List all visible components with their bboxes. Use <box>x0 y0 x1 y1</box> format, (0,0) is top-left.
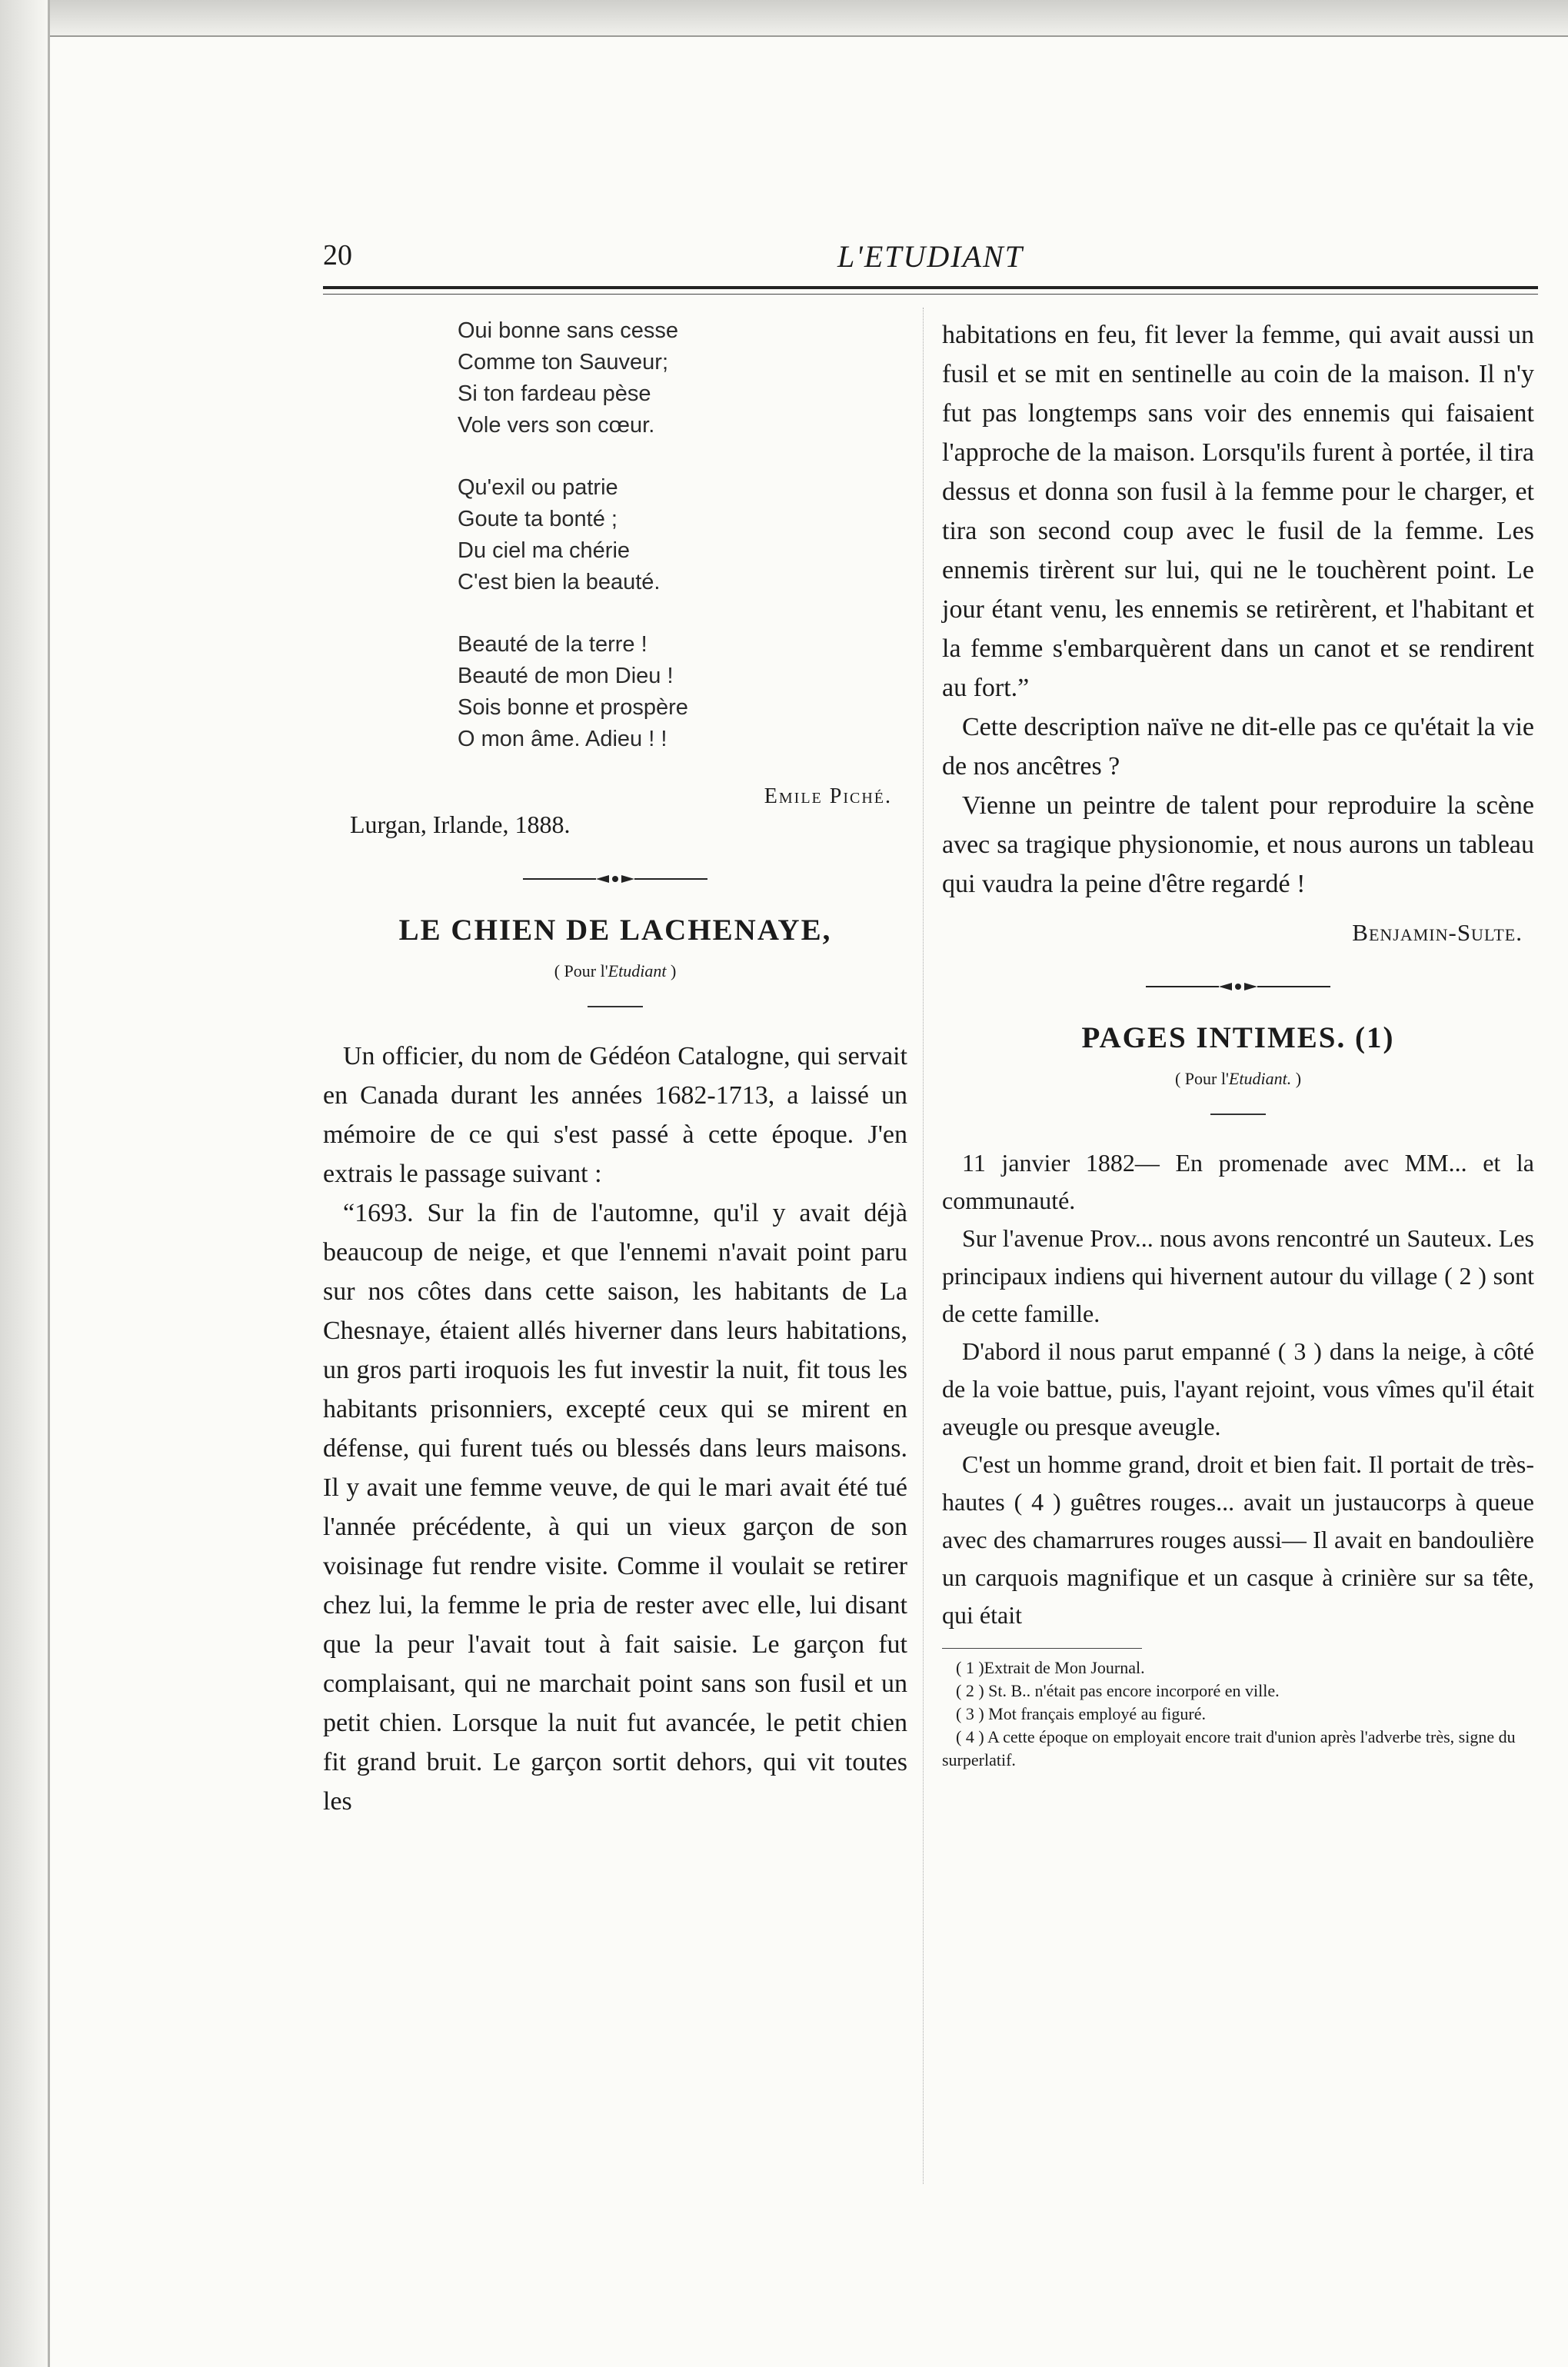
poem-place-date: Lurgan, Irlande, 1888. <box>350 811 571 838</box>
column-separator <box>923 308 924 2184</box>
article-body-left <box>323 1037 907 1821</box>
poem-stanza <box>458 629 907 755</box>
article-title: PAGES INTIMES. (1) <box>1081 1021 1395 1054</box>
short-rule <box>1210 1114 1266 1115</box>
poem-line: Sois bonne et prospère <box>458 695 688 720</box>
footnote: ( 3 ) Mot français employé au figuré. <box>956 1704 1206 1723</box>
article-title: LE CHIEN DE LACHENAYE, <box>398 914 832 947</box>
scan-top-edge <box>0 0 1568 37</box>
poem-line: Goute ta bonté ; <box>458 507 618 531</box>
paragraph: “1693. Sur la fin de l'automne, qu'il y avait déjà beaucoup de neige, et que l'ennemi n'avait point paru sur nos côtes dans cette saison, les habitants de La Chesnaye, étaient allés hiverner dans leurs habitations, un gros parti iroquois les fut investir la nuit, fit tous les habitants prisonniers, excepté ceux qui se mirent en défense, qui furent tués ou blessés dans leurs maisons. Il y avait une femme veuve, de qui le mari avait été tué l'année précédente, à qui un vieux garçon de son voisinage fut rendre visite. Comme il voulait se retirer chez lui, la femme le pria de rester avec elle, lui disant que la peur l'avait tout à fait saisie. Le garçon fut complaisant, qui ne marchait point sans son fusil et un petit chien. Lorsque la nuit fut avancée, le petit chien fit grand bruit. Le garçon sortit dehors, qui vit toutes les <box>323 1199 907 1816</box>
subtitle-prefix: ( Pour l' <box>1174 1069 1229 1088</box>
footnote: ( 4 ) A cette époque on employait encore trait d'union après l'adverbe très, signe du surperlatif. <box>942 1727 1516 1769</box>
subtitle-prefix: ( Pour l' <box>554 961 608 980</box>
header-rule <box>323 286 1538 289</box>
footnote: ( 2 ) St. B.. n'était pas encore incorporé en ville. <box>956 1681 1280 1700</box>
paragraph: Vienne un peintre de talent pour reproduire la scène avec sa tragique physionomie, et nous aurons un tableau qui vaudra la peine d'être regardé ! <box>942 791 1534 898</box>
poem-signature: Emile Piché. <box>764 784 892 808</box>
ornament-divider <box>942 977 1534 1000</box>
paragraph: C'est un homme grand, droit et bien fait. Il portait de très-hautes ( 4 ) guêtres rouges... avait un justaucorps à queue avec des chamarrures rouges aussi— Il avait en bandoulière un carquois magnifique et un casque à crinière sur sa tête, qui était <box>942 1450 1534 1629</box>
poem-line: Vole vers son cœur. <box>458 413 655 438</box>
footnotes <box>942 1656 1534 1772</box>
article-subtitle <box>323 961 907 981</box>
short-rule <box>588 1006 643 1007</box>
footnote-rule <box>942 1648 1142 1649</box>
scan-binding-edge <box>0 0 50 2367</box>
subtitle-italic: Etudiant <box>608 961 667 980</box>
page-number: 20 <box>323 239 352 271</box>
subtitle-suffix: ) <box>666 961 677 980</box>
page-header <box>323 238 1538 285</box>
right-column <box>942 315 1534 1772</box>
ornament-divider <box>323 870 907 893</box>
paragraph: Sur l'avenue Prov... nous avons rencontré un Sauteux. Les principaux indiens qui hivernent autour du village ( 2 ) sont de cette famille. <box>942 1224 1534 1327</box>
header-rule-thin <box>323 294 1538 295</box>
article-author: Benjamin-Sulte. <box>1352 919 1523 946</box>
article-body-right <box>942 315 1534 904</box>
poem-line: Beauté de la terre ! <box>458 632 648 657</box>
poem-line: O mon âme. Adieu ! ! <box>458 727 667 751</box>
pages-intimes-body <box>942 1144 1534 1634</box>
subtitle-suffix: ) <box>1291 1069 1302 1088</box>
left-column <box>323 315 907 1821</box>
poem-stanza <box>458 472 907 598</box>
paragraph: Un officier, du nom de Gédéon Catalogne, qui servait en Canada durant les années 1682-1713, a laissé un mémoire de ce qui s'est passé à cette époque. J'en extrais le passage suivant : <box>323 1042 907 1188</box>
poem-line: C'est bien la beauté. <box>458 570 661 594</box>
footnote: ( 1 )Extrait de Mon Journal. <box>956 1658 1145 1677</box>
paragraph: Cette description naïve ne dit-elle pas ce qu'était la vie de nos ancêtres ? <box>942 713 1534 781</box>
poem-stanza <box>458 315 907 441</box>
poem-line: Qu'exil ou patrie <box>458 475 618 500</box>
subtitle-italic: Etudiant. <box>1228 1069 1292 1088</box>
poem <box>458 315 907 755</box>
article-subtitle <box>942 1069 1534 1089</box>
poem-line: Oui bonne sans cesse <box>458 318 678 343</box>
paragraph: 11 janvier 1882— En promenade avec MM... et la communauté. <box>942 1149 1534 1214</box>
paragraph: habitations en feu, fit lever la femme, qui avait aussi un fusil et se mit en sentinelle au coin de la maison. Il n'y fut pas longtemps sans voir des ennemis qui faisaient l'approche de la maison. Lorsqu'ils furent à portée, il tira dessus et donna son fusil à la femme pour le charger, et tira son second coup avec le fusil de la femme. Les ennemis tirèrent sur lui, qui ne le touchèrent point. Le jour étant venu, les ennemis se retirèrent, et l'habitant et la femme s'embarquèrent dans un canot et se rendirent au fort.” <box>942 321 1534 702</box>
poem-line: Comme ton Sauveur; <box>458 350 669 375</box>
poem-line: Beauté de mon Dieu ! <box>458 664 674 688</box>
paragraph: D'abord il nous parut empanné ( 3 ) dans la neige, à côté de la voie battue, puis, l'ayant rejoint, vous vîmes qu'il était aveugle ou presque aveugle. <box>942 1337 1534 1440</box>
poem-line: Si ton fardeau pèse <box>458 381 651 406</box>
running-title: L'ETUDIANT <box>837 239 1024 274</box>
poem-line: Du ciel ma chérie <box>458 538 631 563</box>
